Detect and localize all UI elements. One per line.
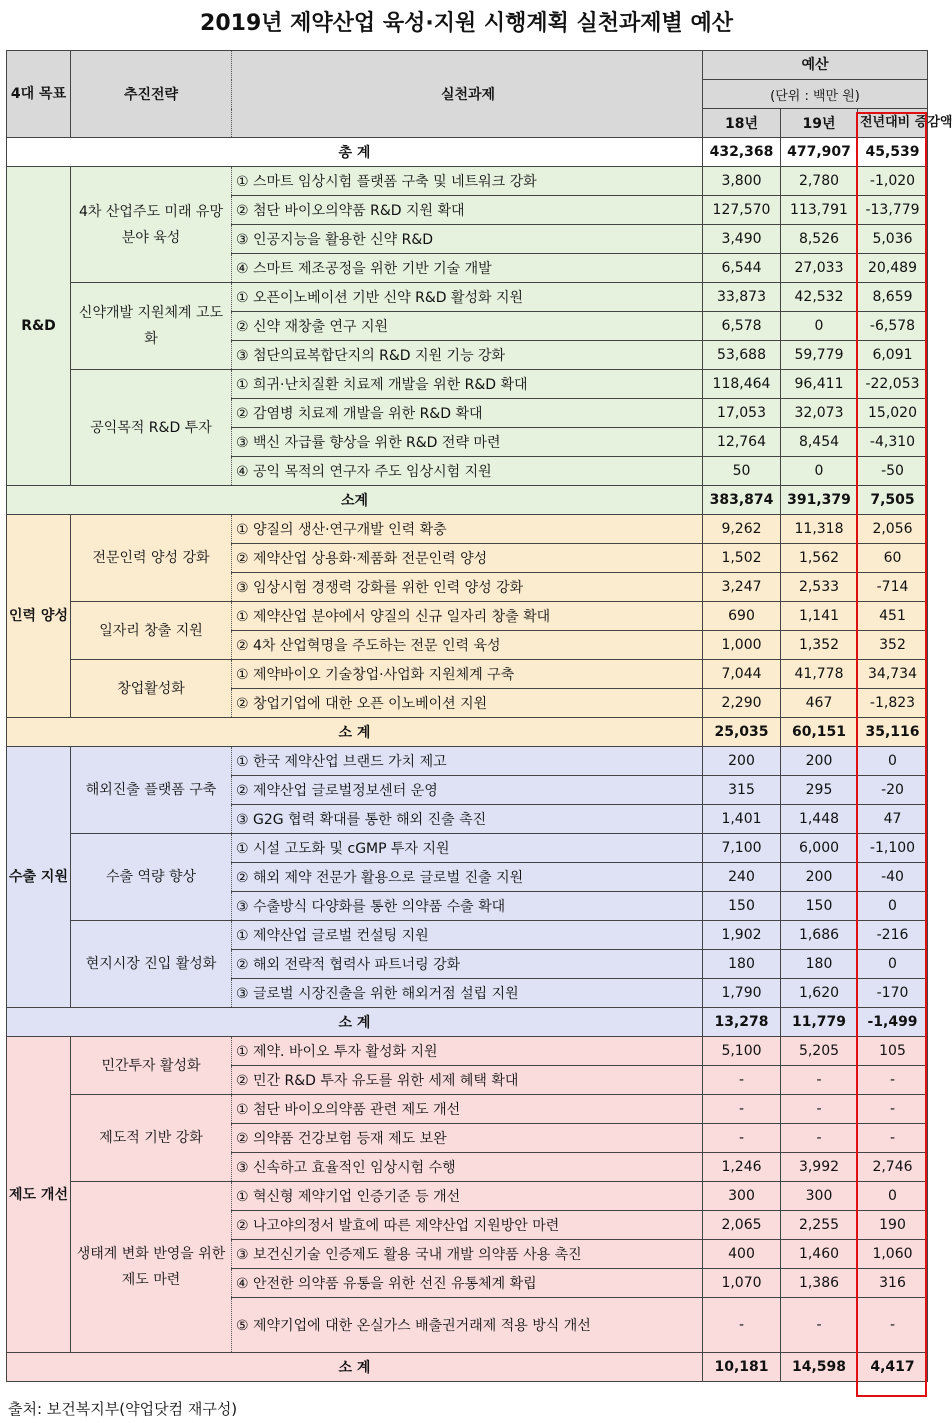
table-row <box>7 660 928 689</box>
y18-cell: 315 <box>703 776 781 805</box>
y18-cell: 9,262 <box>703 515 781 544</box>
task-cell: ② 제약산업 상용화·제품화 전문인력 양성 <box>232 544 703 573</box>
task-cell: ① 첨단 바이오의약품 관련 제도 개선 <box>232 1095 703 1124</box>
task-cell: ① 오픈이노베이션 기반 신약 R&D 활성화 지원 <box>232 283 703 312</box>
diff-cell: - <box>858 1124 928 1153</box>
subtotal-label: 소 계 <box>7 718 703 747</box>
table-row <box>7 921 928 950</box>
task-cell: ① 한국 제약산업 브랜드 가치 제고 <box>232 747 703 776</box>
diff-cell: 105 <box>858 1037 928 1066</box>
y19-cell: 42,532 <box>781 283 858 312</box>
diff-cell: 2,746 <box>858 1153 928 1182</box>
diff-cell: 190 <box>858 1211 928 1240</box>
task-cell: ③ 임상시험 경쟁력 강화를 위한 인력 양성 강화 <box>232 573 703 602</box>
y19-cell: 200 <box>781 863 858 892</box>
y18-cell: 6,578 <box>703 312 781 341</box>
diff-cell: 2,056 <box>858 515 928 544</box>
subtotal-y18: 10,181 <box>703 1353 781 1382</box>
y18-cell: 6,544 <box>703 254 781 283</box>
task-cell: ① 희귀·난치질환 치료제 개발을 위한 R&D 확대 <box>232 370 703 399</box>
task-cell: ① 양질의 생산·연구개발 인력 확충 <box>232 515 703 544</box>
strategy-cell: 제도적 기반 강화 <box>71 1095 232 1182</box>
y18-cell: 300 <box>703 1182 781 1211</box>
diff-cell: 34,734 <box>858 660 928 689</box>
subtotal-y18: 13,278 <box>703 1008 781 1037</box>
y18-cell: 1,502 <box>703 544 781 573</box>
strategy-cell: 일자리 창출 지원 <box>71 602 232 660</box>
task-cell: ① 제약산업 분야에서 양질의 신규 일자리 창출 확대 <box>232 602 703 631</box>
task-cell: ① 혁신형 제약기업 인증기준 등 개선 <box>232 1182 703 1211</box>
task-cell: ③ G2G 협력 확대를 통한 해외 진출 촉진 <box>232 805 703 834</box>
y18-cell: 118,464 <box>703 370 781 399</box>
diff-cell: 0 <box>858 950 928 979</box>
task-cell: ③ 백신 자급률 향상을 위한 R&D 전략 마련 <box>232 428 703 457</box>
y19-cell: 1,620 <box>781 979 858 1008</box>
table-row <box>7 1182 928 1211</box>
y19-cell: 3,992 <box>781 1153 858 1182</box>
table-row <box>7 1095 928 1124</box>
y19-cell: 11,318 <box>781 515 858 544</box>
budget-table <box>6 50 952 1382</box>
task-cell: ② 첨단 바이오의약품 R&D 지원 확대 <box>232 196 703 225</box>
diff-cell: -22,053 <box>858 370 928 399</box>
header-row <box>7 51 928 80</box>
diff-cell: - <box>858 1298 928 1353</box>
y18-cell: 1,902 <box>703 921 781 950</box>
subtotal-diff: -1,499 <box>858 1008 928 1037</box>
task-cell: ② 해외 제약 전문가 활용으로 글로벌 진출 지원 <box>232 863 703 892</box>
diff-cell: -216 <box>858 921 928 950</box>
header-budget: 예산 <box>703 51 928 80</box>
y19-cell: 32,073 <box>781 399 858 428</box>
task-cell: ② 창업기업에 대한 오픈 이노베이션 지원 <box>232 689 703 718</box>
task-cell: ② 신약 재창출 연구 지원 <box>232 312 703 341</box>
task-cell: ③ 글로벌 시장진출을 위한 해외거점 설립 지원 <box>232 979 703 1008</box>
y18-cell: - <box>703 1298 781 1353</box>
task-cell: ② 해외 전략적 협력사 파트너링 강화 <box>232 950 703 979</box>
y18-cell: 50 <box>703 457 781 486</box>
y18-cell: 400 <box>703 1240 781 1269</box>
subtotal-row <box>7 1008 928 1037</box>
strategy-cell: 신약개발 지원체계 고도화 <box>71 283 232 370</box>
y18-cell: 1,070 <box>703 1269 781 1298</box>
y18-cell: 180 <box>703 950 781 979</box>
y18-cell: 33,873 <box>703 283 781 312</box>
diff-cell: 8,659 <box>858 283 928 312</box>
diff-cell: -170 <box>858 979 928 1008</box>
y19-cell: 27,033 <box>781 254 858 283</box>
diff-cell: -1,100 <box>858 834 928 863</box>
y19-cell: 113,791 <box>781 196 858 225</box>
subtotal-y19: 60,151 <box>781 718 858 747</box>
y18-cell: 7,100 <box>703 834 781 863</box>
subtotal-diff: 4,417 <box>858 1353 928 1382</box>
y19-cell: - <box>781 1298 858 1353</box>
y18-cell: 53,688 <box>703 341 781 370</box>
y19-cell: - <box>781 1124 858 1153</box>
task-cell: ⑤ 제약기업에 대한 온실가스 배출권거래제 적용 방식 개선 <box>232 1298 703 1353</box>
y18-cell: 240 <box>703 863 781 892</box>
y18-cell: 1,246 <box>703 1153 781 1182</box>
strategy-cell: 창업활성화 <box>71 660 232 718</box>
diff-cell: 15,020 <box>858 399 928 428</box>
diff-cell: -1,020 <box>858 167 928 196</box>
y18-cell: 5,100 <box>703 1037 781 1066</box>
y19-cell: 6,000 <box>781 834 858 863</box>
y19-cell: 300 <box>781 1182 858 1211</box>
diff-cell: 5,036 <box>858 225 928 254</box>
task-cell: ③ 보건신기술 인증제도 활용 국내 개발 의약품 사용 촉진 <box>232 1240 703 1269</box>
diff-cell: - <box>858 1066 928 1095</box>
strategy-cell: 4차 산업주도 미래 유망분야 육성 <box>71 167 232 283</box>
subtotal-label: 소 계 <box>7 1353 703 1382</box>
total-label: 총 계 <box>7 138 703 167</box>
table-row <box>7 283 928 312</box>
strategy-cell: 수출 역량 향상 <box>71 834 232 921</box>
table-row <box>7 834 928 863</box>
diff-cell: 316 <box>858 1269 928 1298</box>
diff-cell: 0 <box>858 1182 928 1211</box>
subtotal-y18: 383,874 <box>703 486 781 515</box>
diff-cell: 47 <box>858 805 928 834</box>
strategy-cell: 공익목적 R&D 투자 <box>71 370 232 486</box>
diff-cell: -20 <box>858 776 928 805</box>
y19-cell: 2,255 <box>781 1211 858 1240</box>
total-diff: 45,539 <box>858 138 928 167</box>
diff-cell: - <box>858 1095 928 1124</box>
y19-cell: - <box>781 1066 858 1095</box>
task-cell: ② 감염병 치료제 개발을 위한 R&D 확대 <box>232 399 703 428</box>
subtotal-diff: 35,116 <box>858 718 928 747</box>
task-cell: ① 제약바이오 기술창업·사업화 지원체계 구축 <box>232 660 703 689</box>
y18-cell: 150 <box>703 892 781 921</box>
subtotal-y19: 11,779 <box>781 1008 858 1037</box>
subtotal-y19: 14,598 <box>781 1353 858 1382</box>
header-task: 실천과제 <box>232 51 703 138</box>
diff-cell: 0 <box>858 892 928 921</box>
task-cell: ② 4차 산업혁명을 주도하는 전문 인력 육성 <box>232 631 703 660</box>
diff-cell: 20,489 <box>858 254 928 283</box>
y18-cell: 200 <box>703 747 781 776</box>
header-y18: 18년 <box>703 109 781 138</box>
diff-cell: -40 <box>858 863 928 892</box>
y18-cell: 2,290 <box>703 689 781 718</box>
y18-cell: - <box>703 1066 781 1095</box>
task-cell: ④ 공익 목적의 연구자 주도 임상시험 지원 <box>232 457 703 486</box>
header-strategy: 추진전략 <box>71 51 232 138</box>
y18-cell: 2,065 <box>703 1211 781 1240</box>
y19-cell: 8,526 <box>781 225 858 254</box>
y19-cell: 96,411 <box>781 370 858 399</box>
task-cell: ② 나고야의정서 발효에 따른 제약산업 지원방안 마련 <box>232 1211 703 1240</box>
y19-cell: 0 <box>781 457 858 486</box>
y18-cell: 7,044 <box>703 660 781 689</box>
table-row <box>7 370 928 399</box>
table-row <box>7 167 928 196</box>
diff-cell: -50 <box>858 457 928 486</box>
task-cell: ③ 수출방식 다양화를 통한 의약품 수출 확대 <box>232 892 703 921</box>
task-cell: ② 민간 R&D 투자 유도를 위한 세제 혜택 확대 <box>232 1066 703 1095</box>
task-cell: ③ 첨단의료복합단지의 R&D 지원 기능 강화 <box>232 341 703 370</box>
y18-cell: - <box>703 1095 781 1124</box>
y19-cell: 200 <box>781 747 858 776</box>
diff-cell: 1,060 <box>858 1240 928 1269</box>
source-note: 출처: 보건복지부(약업닷컴 재구성) <box>8 1400 238 1418</box>
y19-cell: - <box>781 1095 858 1124</box>
y18-cell: 3,490 <box>703 225 781 254</box>
y18-cell: 127,570 <box>703 196 781 225</box>
y18-cell: - <box>703 1124 781 1153</box>
task-cell: ③ 인공지능을 활용한 신약 R&D <box>232 225 703 254</box>
y19-cell: 5,205 <box>781 1037 858 1066</box>
diff-cell: -6,578 <box>858 312 928 341</box>
y19-cell: 1,141 <box>781 602 858 631</box>
y18-cell: 3,247 <box>703 573 781 602</box>
subtotal-row <box>7 1353 928 1382</box>
subtotal-row <box>7 718 928 747</box>
diff-cell: -13,779 <box>858 196 928 225</box>
table-row <box>7 747 928 776</box>
y19-cell: 59,779 <box>781 341 858 370</box>
y19-cell: 150 <box>781 892 858 921</box>
task-cell: ② 의약품 건강보험 등재 제도 보완 <box>232 1124 703 1153</box>
goal-cell: 수출 지원 <box>7 747 71 1008</box>
y19-cell: 1,686 <box>781 921 858 950</box>
y19-cell: 2,533 <box>781 573 858 602</box>
diff-cell: 60 <box>858 544 928 573</box>
y18-cell: 1,000 <box>703 631 781 660</box>
subtotal-y18: 25,035 <box>703 718 781 747</box>
total-row <box>7 138 928 167</box>
y18-cell: 12,764 <box>703 428 781 457</box>
task-cell: ③ 신속하고 효율적인 임상시험 수행 <box>232 1153 703 1182</box>
diff-cell: 6,091 <box>858 341 928 370</box>
y19-cell: 1,562 <box>781 544 858 573</box>
strategy-cell: 전문인력 양성 강화 <box>71 515 232 602</box>
y19-cell: 41,778 <box>781 660 858 689</box>
table-row <box>7 1037 928 1066</box>
diff-cell: 451 <box>858 602 928 631</box>
y19-cell: 1,386 <box>781 1269 858 1298</box>
diff-cell: -714 <box>858 573 928 602</box>
y19-cell: 180 <box>781 950 858 979</box>
strategy-cell: 생태계 변화 반영을 위한 제도 마련 <box>71 1182 232 1353</box>
subtotal-label: 소 계 <box>7 1008 703 1037</box>
y18-cell: 690 <box>703 602 781 631</box>
header-y19: 19년 <box>781 109 858 138</box>
y19-cell: 1,448 <box>781 805 858 834</box>
y18-cell: 1,401 <box>703 805 781 834</box>
header-diff: 전년대비 증감액 <box>858 109 928 138</box>
page-title: 2019년 제약산업 육성·지원 시행계획 실천과제별 예산 <box>200 11 733 36</box>
task-cell: ④ 스마트 제조공정을 위한 기반 기술 개발 <box>232 254 703 283</box>
y19-cell: 2,780 <box>781 167 858 196</box>
subtotal-label: 소계 <box>7 486 703 515</box>
y19-cell: 0 <box>781 312 858 341</box>
y19-cell: 467 <box>781 689 858 718</box>
goal-cell: 인력 양성 <box>7 515 71 718</box>
y19-cell: 1,460 <box>781 1240 858 1269</box>
strategy-cell: 해외진출 플랫폼 구축 <box>71 747 232 834</box>
task-cell: ② 제약산업 글로벌정보센터 운영 <box>232 776 703 805</box>
goal-cell: R&D <box>7 167 71 486</box>
strategy-cell: 민간투자 활성화 <box>71 1037 232 1095</box>
task-cell: ① 스마트 임상시험 플랫폼 구축 및 네트워크 강화 <box>232 167 703 196</box>
header-unit: (단위 : 백만 원) <box>703 80 928 109</box>
total-y18: 432,368 <box>703 138 781 167</box>
subtotal-y19: 391,379 <box>781 486 858 515</box>
table-row <box>7 515 928 544</box>
header-goal: 4대 목표 <box>7 51 71 138</box>
y18-cell: 17,053 <box>703 399 781 428</box>
table-row <box>7 602 928 631</box>
subtotal-diff: 7,505 <box>858 486 928 515</box>
y18-cell: 3,800 <box>703 167 781 196</box>
task-cell: ④ 안전한 의약품 유통을 위한 선진 유통체계 확립 <box>232 1269 703 1298</box>
diff-cell: -1,823 <box>858 689 928 718</box>
diff-cell: 0 <box>858 747 928 776</box>
goal-cell: 제도 개선 <box>7 1037 71 1353</box>
task-cell: ① 시설 고도화 및 cGMP 투자 지원 <box>232 834 703 863</box>
subtotal-row <box>7 486 928 515</box>
y19-cell: 1,352 <box>781 631 858 660</box>
y18-cell: 1,790 <box>703 979 781 1008</box>
y19-cell: 8,454 <box>781 428 858 457</box>
task-cell: ① 제약. 바이오 투자 활성화 지원 <box>232 1037 703 1066</box>
diff-cell: 352 <box>858 631 928 660</box>
diff-cell: -4,310 <box>858 428 928 457</box>
task-cell: ① 제약산업 글로벌 컨설팅 지원 <box>232 921 703 950</box>
total-y19: 477,907 <box>781 138 858 167</box>
strategy-cell: 현지시장 진입 활성화 <box>71 921 232 1008</box>
y19-cell: 295 <box>781 776 858 805</box>
